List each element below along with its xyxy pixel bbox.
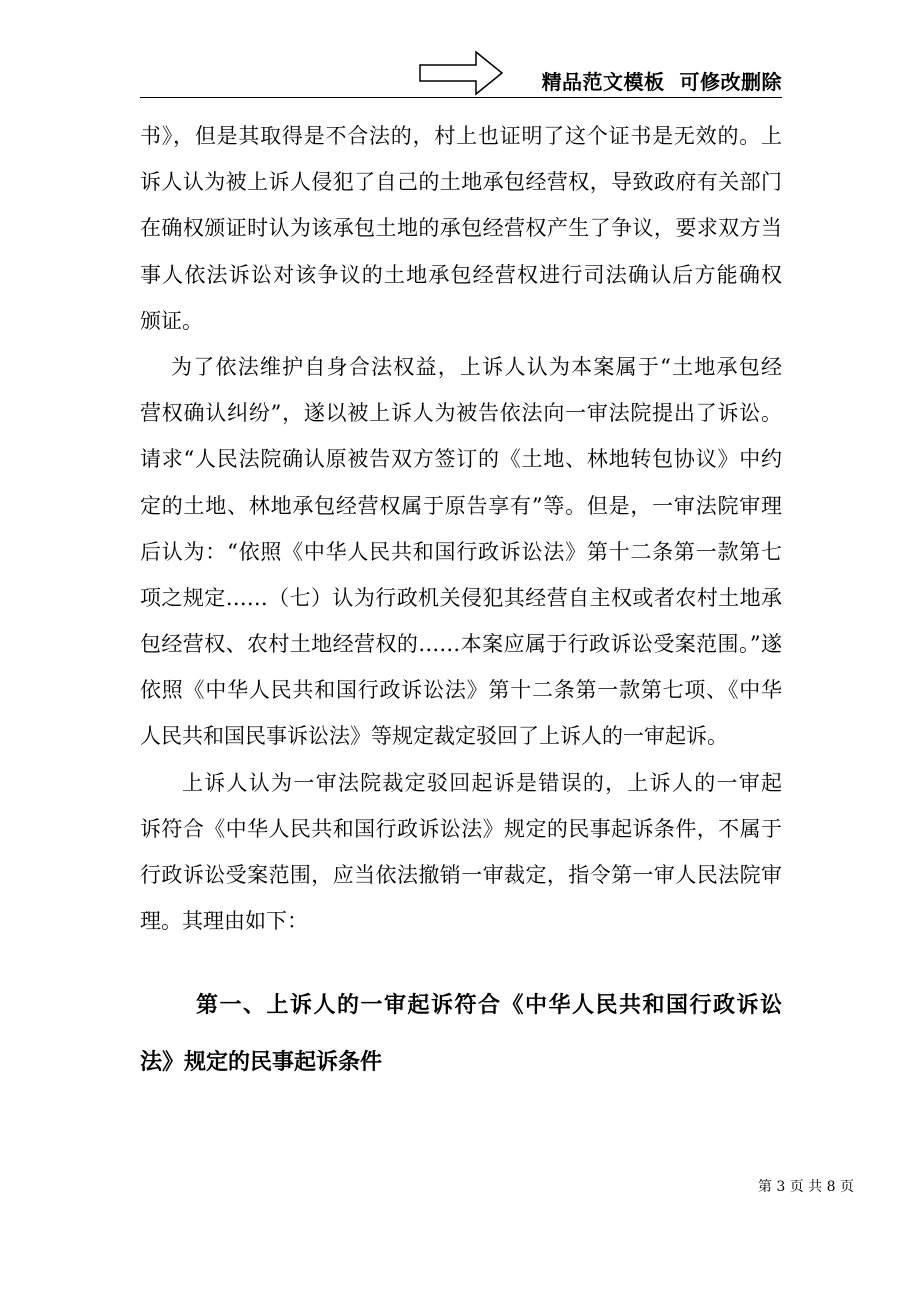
header-title: 精品范文模板 可修改删除 bbox=[541, 70, 782, 94]
text-line: 行政诉讼受案范围，应当依法撤销一审裁定，指令第一审人民法院审 bbox=[140, 863, 782, 887]
text-line: 为了依法维护自身合法权益，上诉人认为本案属于“土地承包经 bbox=[171, 354, 782, 379]
text-line: 包经营权、农村土地经营权的……本案应属于行政诉讼受案范围。”遂 bbox=[140, 632, 782, 657]
heading-line: 第一、上诉人的一审起诉符合《中华人民共和国行政诉讼 bbox=[196, 993, 782, 1018]
text-line: 书》，但是其取得是不合法的，村上也证明了这个证书是无效的。上 bbox=[140, 124, 782, 148]
text-line: 理。其理由如下： bbox=[140, 909, 308, 934]
text-line: 人民共和国民事诉讼法》等规定裁定驳回了上诉人的一审起诉。 bbox=[140, 724, 728, 749]
text-line: 在确权颁证时认为该承包土地的承包经营权产生了争议，要求双方当 bbox=[140, 216, 782, 241]
page-number: 第 3 页 共 8 页 bbox=[757, 1179, 854, 1195]
text-line: 诉符合《中华人民共和国行政诉讼法》规定的民事起诉条件，不属于 bbox=[140, 816, 782, 841]
section-heading bbox=[140, 986, 782, 1100]
text-line: 请求“人民法院确认原被告双方签订的《土地、林地转包协议》中约 bbox=[140, 447, 782, 472]
text-line: 项之规定……（七）认为行政机关侵犯其经营自主权或者农村土地承 bbox=[140, 585, 782, 610]
heading-line: 法》规定的民事起诉条件 bbox=[140, 1050, 383, 1075]
document-body bbox=[140, 118, 782, 949]
text-line: 依照《中华人民共和国行政诉讼法》第十二条第一款第七项、《中华 bbox=[140, 678, 782, 703]
text-line: 事人依法诉讼对该争议的土地承包经营权进行司法确认后方能确权 bbox=[140, 262, 782, 287]
text-line: 诉人认为被上诉人侵犯了自己的土地承包经营权，导致政府有关部门 bbox=[140, 170, 782, 195]
text-line: 营权确认纠纷”，遂以被上诉人为被告依法向一审法院提出了诉讼。 bbox=[140, 401, 782, 426]
header-divider bbox=[140, 97, 782, 98]
text-line: 定的土地、林地承包经营权属于原告享有”等。但是，一审法院审理 bbox=[140, 493, 782, 518]
page-header bbox=[140, 48, 782, 98]
text-line: 上诉人认为一审法院裁定驳回起诉是错误的，上诉人的一审起 bbox=[182, 770, 782, 795]
right-arrow-icon bbox=[418, 50, 504, 96]
text-line: 颁证。 bbox=[140, 308, 203, 333]
text-line: 后认为：“依照《中华人民共和国行政诉讼法》第十二条第一款第七 bbox=[140, 539, 782, 564]
